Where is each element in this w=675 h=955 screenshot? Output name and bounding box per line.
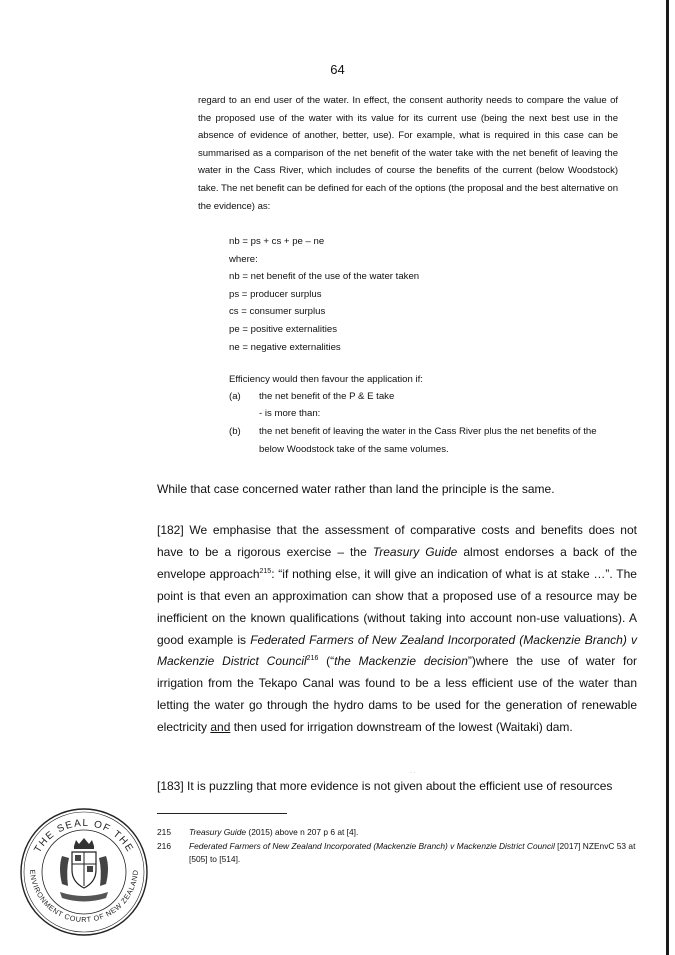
footnote-216 [157, 840, 637, 868]
efficiency-item-a [229, 388, 619, 406]
footnote-italic: Federated Farmers of New Zealand Incorporated (Mackenzie Branch) v Mackenzie District Council [189, 841, 555, 851]
paragraph-182 [157, 520, 637, 739]
definition-pe: pe = positive externalities [229, 323, 337, 335]
p182-text-3: : “if nothing else, it will give an indication of what is at stake …”. The point is that even an approximation can show that a proposed use of a resource may be inefficient on the known qualifications (without taking into account non-use valuations). A good example is [157, 566, 637, 647]
efficiency-item-b [229, 423, 619, 459]
paragraph-183 [157, 776, 637, 798]
quoted-passage [198, 92, 618, 215]
quoted-paragraph: regard to an end user of the water. In effect, the consent authority needs to compare the value of the proposed use of the water with its value for its current use (being the next best use in the absence of evidence of another, better, use). For example, what is required in this case can be summarised as a comparison of the net benefit of the water take with the net benefit of leaving the water in the Cass River, which includes of course the benefits of the current (below Woodstock) take. The net benefit can be defined for each of the options (the proposal and the best alternative on the evidence) as: [198, 95, 618, 212]
item-b-text: the net benefit of leaving the water in the Cass River plus the net benefits of the below Woodstock take of the same volumes. [259, 426, 597, 455]
paragraph-while [157, 479, 637, 501]
p182-text-1: [182] We emphasise that the assessment of comparative costs and benefits does not have to be a rigorous exercise – the [157, 523, 637, 559]
svg-text:ENVIRONMENT COURT OF NEW ZEALA: ENVIRONMENT COURT OF NEW ZEALAND [27, 869, 141, 925]
p182-text-5: ”)where the use of water for irrigation from the Tekapo Canal was found to be a less efficient use of the water than letting the water go through the hydro dams to be used for the generation of renewable electricity [157, 654, 638, 735]
definition-ps: ps = producer surplus [229, 288, 322, 300]
footnote-ref-216[interactable]: 216 [306, 655, 319, 663]
footnote-ref-215[interactable]: 215 [259, 567, 272, 575]
court-seal-emblem [18, 806, 150, 938]
net-benefit-formula [229, 233, 419, 356]
efficiency-intro: Efficiency would then favour the application if: [229, 374, 423, 385]
page-number: 64 [330, 62, 345, 77]
footnote-rest: (2015) above n 207 p 6 at [4]. [246, 827, 359, 837]
underlined-and: and [210, 720, 231, 735]
p182-text-2: almost endorses a back of the envelope approach [157, 544, 638, 581]
footnote-215 [157, 826, 637, 840]
definition-nb: nb = net benefit of the use of the water taken [229, 271, 420, 283]
definition-ne: ne = negative externalities [229, 341, 341, 353]
scan-speck: · · [410, 770, 416, 776]
formula-where: where: [229, 253, 258, 265]
item-a-text: the net benefit of the P & E take [259, 391, 395, 402]
footnote-italic: Treasury Guide [189, 827, 247, 837]
is-more-than: - is more than: [259, 408, 321, 419]
footnote-number: 215 [157, 827, 171, 837]
court-seal [18, 806, 150, 938]
definition-cs: cs = consumer surplus [229, 306, 326, 318]
footnote-text [189, 840, 639, 866]
p182-text-4: (“ [318, 654, 335, 669]
footnote-rest: [2017] NZEnvC 53 at [505] to [514]. [189, 841, 636, 864]
treasury-guide-ref: Treasury Guide [372, 544, 458, 559]
item-b-label: (b) [229, 426, 241, 437]
footnote-number: 216 [157, 841, 171, 851]
para-183-text: [183] It is puzzling that more evidence is not given about the efficient use of resources [157, 779, 613, 793]
case-name: Federated Farmers of New Zealand Incorporated (Mackenzie Branch) v Mackenzie District Council [157, 632, 637, 669]
footnote-separator [157, 813, 287, 814]
item-a-label: (a) [229, 391, 241, 402]
while-text: While that case concerned water rather than land the principle is the same. [157, 482, 555, 496]
formula-line: nb = ps + cs + pe – ne [229, 236, 325, 247]
mackenzie-decision: the Mackenzie decision [334, 654, 468, 669]
footnote-text [189, 826, 639, 839]
para-182-text [157, 520, 637, 739]
p182-text-6: then used for irrigation downstream of the lowest (Waitaki) dam. [230, 720, 573, 735]
svg-text:THE SEAL OF THE: THE SEAL OF THE [32, 817, 136, 855]
page-right-edge [666, 0, 669, 955]
